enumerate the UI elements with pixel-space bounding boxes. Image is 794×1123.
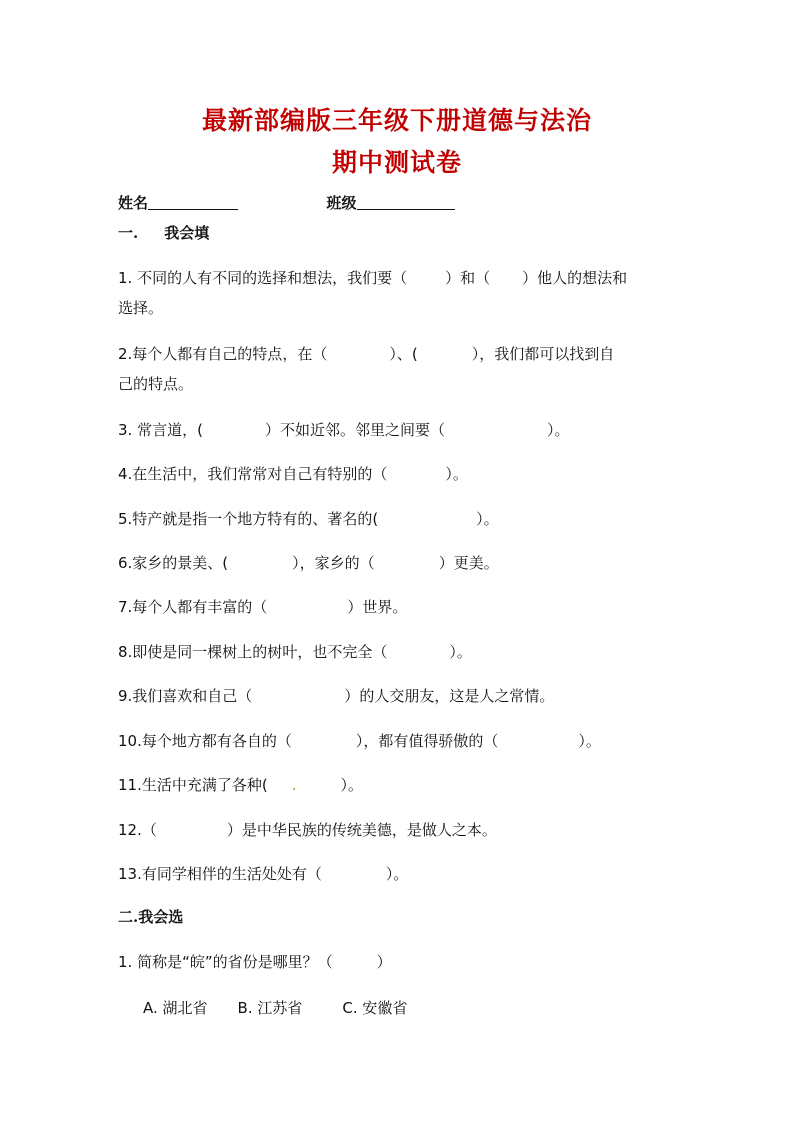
question-7: [118, 596, 407, 617]
q4-text-b: ）。: [445, 465, 468, 483]
question-2: [118, 343, 614, 364]
title-line-1: 最新部编版三年级下册道德与法治: [201, 106, 592, 135]
c1-close: ）: [376, 953, 392, 971]
q3-text-a: 3. 常言道，(: [118, 421, 203, 439]
section-2-title: 我会选: [138, 908, 184, 926]
q2-text-c: ），我们都可以找到自: [471, 345, 615, 363]
q5-text-b: ）。: [476, 510, 499, 528]
class-label: 班级: [326, 194, 357, 212]
question-4: [118, 463, 468, 484]
option-c[interactable]: C. 安徽省: [342, 999, 408, 1017]
section-1-heading: [118, 222, 209, 243]
q3-text-b: ）不如近邻。邻里之间要（: [264, 421, 445, 439]
q1-text-d: 选择。: [118, 299, 164, 317]
name-class-row: [118, 192, 455, 213]
question-1: [118, 267, 627, 288]
q7-text-a: 7.每个人都有丰富的（: [118, 598, 268, 616]
section-1-number: 一.: [118, 224, 139, 242]
choice-options-1: [143, 997, 407, 1018]
question-13: [118, 863, 408, 884]
question-3: [118, 419, 569, 440]
q12-text-b: ）是中华民族的传统美德，是做人之本。: [226, 821, 497, 839]
section-2-heading: [118, 906, 183, 927]
c1-text: 1. 简称是“皖”的省份是哪里？（: [118, 953, 333, 971]
question-10: [118, 730, 601, 751]
q2-text-b: ）、(: [389, 345, 418, 363]
title-line-2: 期中测试卷: [331, 148, 462, 177]
q11-text-c: ）。: [340, 776, 364, 794]
q8-text-a: 8.即使是同一棵树上的树叶，也不完全（: [118, 643, 388, 661]
question-5: [118, 508, 499, 529]
question-9: [118, 685, 554, 706]
question-8: [118, 641, 472, 662]
question-2-cont: [118, 373, 193, 394]
choice-question-1: [118, 951, 392, 972]
question-12: [118, 819, 497, 840]
name-blank[interactable]: [148, 195, 238, 210]
q3-text-c: ）。: [546, 421, 570, 439]
q1-text-a: 1. 不同的人有不同的选择和想法，我们要（: [118, 269, 408, 287]
q10-text-c: ）。: [578, 732, 601, 750]
q11-text-a: 11.生活中充满了各种(: [118, 776, 268, 794]
option-b[interactable]: B. 江苏省: [237, 999, 303, 1017]
question-11: [118, 774, 363, 795]
q4-text-a: 4.在生活中，我们常常对自己有特别的（: [118, 465, 388, 483]
q12-text-a: 12.（: [118, 821, 157, 839]
q10-text-a: 10.每个地方都有各自的（: [118, 732, 292, 750]
name-label: 姓名: [118, 194, 149, 212]
option-a[interactable]: A. 湖北省: [143, 999, 208, 1017]
q2-text-a: 2.每个人都有自己的特点，在（: [118, 345, 328, 363]
section-2-number: 二.: [118, 908, 139, 926]
q8-text-b: ）。: [449, 643, 472, 661]
q6-text-b: ），家乡的（: [292, 554, 375, 572]
q1-text-c: ）他人的想法和: [522, 269, 628, 287]
q13-text-a: 13.有同学相伴的生活处处有（: [118, 865, 322, 883]
q10-text-b: ），都有值得骄傲的（: [355, 732, 499, 750]
q6-text-c: ）更美。: [438, 554, 499, 572]
q13-text-b: ）。: [385, 865, 409, 883]
q9-text-b: ）的人交朋友，这是人之常情。: [344, 687, 555, 705]
question-6: [118, 552, 499, 573]
q1-text-b: ）和（: [445, 269, 491, 287]
q7-text-b: ）世界。: [347, 598, 408, 616]
q5-text-a: 5.特产就是指一个地方特有的、著名的(: [118, 510, 379, 528]
section-1-title: 我会填: [164, 224, 210, 242]
class-blank[interactable]: [357, 195, 455, 210]
q9-text-a: 9.我们喜欢和自己（: [118, 687, 253, 705]
q6-text-a: 6.家乡的景美、(: [118, 554, 229, 572]
question-1-cont: [118, 297, 163, 318]
q11-dot: .: [291, 776, 297, 794]
q2-text-d: 己的特点。: [118, 375, 194, 393]
